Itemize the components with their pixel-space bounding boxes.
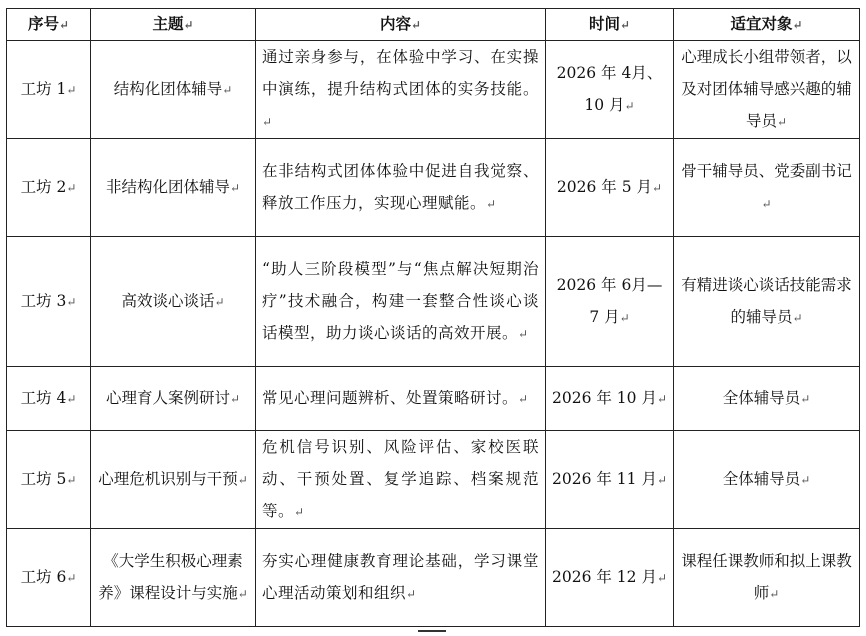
cell-id: 工坊 1↵	[7, 41, 91, 139]
cell-content: 危机信号识别、风险评估、家校医联动、干预处置、复学追踪、档案规范等。↵	[256, 431, 546, 529]
header-id: 序号↵	[7, 9, 91, 41]
cell-time: 2026 年 12 月↵	[546, 529, 674, 627]
header-topic: 主题↵	[91, 9, 256, 41]
cell-topic: 心理育人案例研讨↵	[91, 367, 256, 431]
cell-topic: 心理危机识别与干预↵	[91, 431, 256, 529]
cell-audience: 全体辅导员↵	[674, 367, 860, 431]
cell-time: 2026 年 6月—7 月↵	[546, 237, 674, 367]
cell-audience: 有精进谈心谈话技能需求的辅导员↵	[674, 237, 860, 367]
cell-topic: 结构化团体辅导↵	[91, 41, 256, 139]
cell-topic: 非结构化团体辅导↵	[91, 139, 256, 237]
cell-id: 工坊 4↵	[7, 367, 91, 431]
cell-id: 工坊 3↵	[7, 237, 91, 367]
workshop-schedule-table	[6, 8, 860, 627]
header-content: 内容↵	[256, 9, 546, 41]
table-row	[7, 237, 860, 367]
cell-id: 工坊 5↵	[7, 431, 91, 529]
header-audience: 适宜对象↵	[674, 9, 860, 41]
table-row	[7, 41, 860, 139]
table-row	[7, 139, 860, 237]
cell-time: 2026 年 4月、10 月↵	[546, 41, 674, 139]
cell-time: 2026 年 10 月↵	[546, 367, 674, 431]
cell-time: 2026 年 11 月↵	[546, 431, 674, 529]
cell-id: 工坊 2↵	[7, 139, 91, 237]
cell-topic: 《大学生积极心理素养》课程设计与实施↵	[91, 529, 256, 627]
cell-content: 在非结构式团体体验中促进自我觉察、释放工作压力，实现心理赋能。↵	[256, 139, 546, 237]
cell-content: 常见心理问题辨析、处置策略研讨。↵	[256, 367, 546, 431]
cell-content: 夯实心理健康教育理论基础，学习课堂心理活动策划和组织↵	[256, 529, 546, 627]
cell-id: 工坊 6↵	[7, 529, 91, 627]
cell-audience: 心理成长小组带领者，以及对团体辅导感兴趣的辅导员↵	[674, 41, 860, 139]
cell-audience: 骨干辅导员、党委副书记↵	[674, 139, 860, 237]
table-row	[7, 367, 860, 431]
table-row	[7, 431, 860, 529]
cell-topic: 高效谈心谈话↵	[91, 237, 256, 367]
cell-audience: 课程任课教师和拟上课教师↵	[674, 529, 860, 627]
cell-time: 2026 年 5 月↵	[546, 139, 674, 237]
header-time: 时间↵	[546, 9, 674, 41]
header-row	[7, 9, 860, 41]
cell-content: 通过亲身参与，在体验中学习、在实操中演练，提升结构式团体的实务技能。↵	[256, 41, 546, 139]
page-edge-tab	[418, 630, 446, 635]
table-row	[7, 529, 860, 627]
cell-content: “助人三阶段模型”与“焦点解决短期治疗”技术融合，构建一套整合性谈心谈话模型，助力谈心谈话的高效开展。↵	[256, 237, 546, 367]
cell-audience: 全体辅导员↵	[674, 431, 860, 529]
